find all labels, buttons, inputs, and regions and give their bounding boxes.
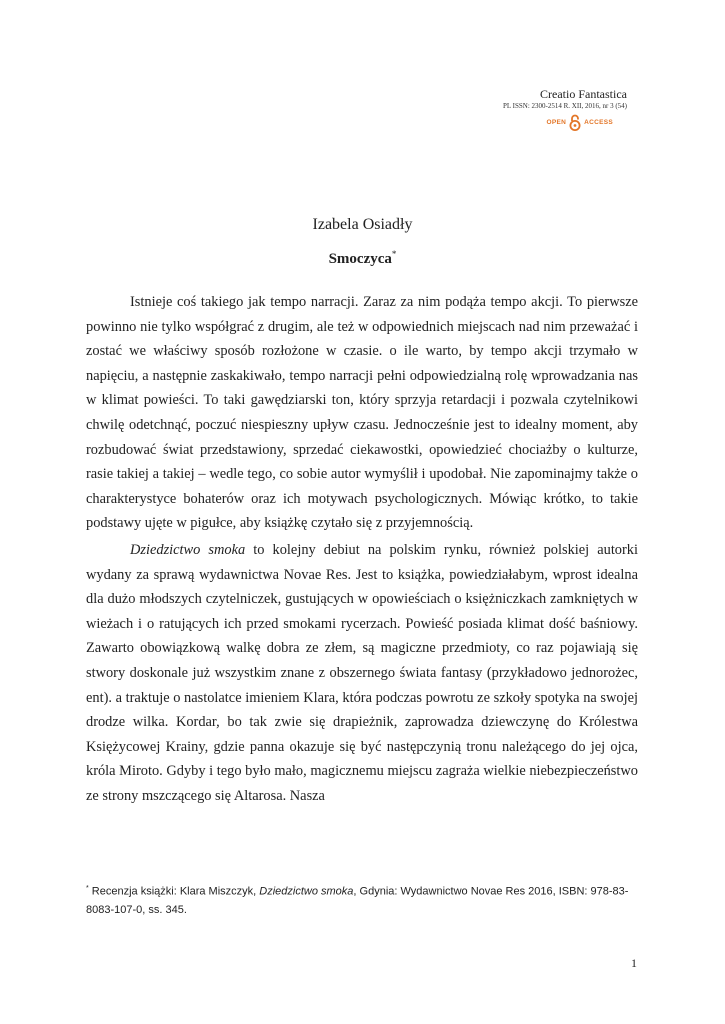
text-run: to kolejny debiut na polskim rynku, również polskiej autorki wydany za sprawą wydawnictwa Novae Res. Jest to książka, powiedziałabym, wprost idealna dla dużo młodszych czytelniczek, gustujących w opowieściach o księżniczkach zamkniętych w wieżach i o ratujących ich przed smokami rycerzach. Powieść posiada klimat dość baśniowy. Zawarto obowiązkową walkę dobra ze złem, są magiczne przedmioty, co raz pojawiają się stwory doskonale już wszystkim znane z obszernego świata fantasy (przykładowo jednorożec, ent). a traktuje o nastolatce imieniem Klara, która podczas powrotu ze szkoły spotyka na swojej drodze wilka. Kordar, bo tak zwie się drapieżnik, zaprowadza dziewczynę do Królestwa Księżycowej Krainy, gdzie panna okazuje się być następczynią tronu należącego do jej ojca, króla Miroto. Gdyby i tego było mało, magicznemu miejscu zagraża wielkie niebezpieczeństwo ze strony mszczącego się Altarosa. Nasza [86,541,638,804]
footnote-text: , Gdynia: Wydawnictwo Novae Res 2016, ISBN: 978-83-8083-107-0, ss. 345. [86,885,629,916]
footnote [86,880,638,919]
article-title [0,244,725,269]
paragraph [86,538,638,809]
journal-title: Creatio Fantastica [540,87,627,101]
article-author: Izabela Osiadły [312,216,413,233]
article-title-text: Smoczyca [328,251,392,267]
open-access-access-label: ACCESS [584,119,613,126]
footnote-italic-text: Dziedzictwo smoka [259,885,354,898]
page-number: 1 [631,956,637,970]
open-access-lock-icon [569,114,581,131]
footnote-mark: * [86,885,89,892]
paragraph [86,290,638,536]
journal-header [503,87,627,131]
issn-line: PL ISSN: 2300-2514 R. XII, 2016, nr 3 (54) [503,102,627,110]
text-run: Istnieje coś takiego jak tempo narracji. Zaraz za nim podąża tempo akcji. To pierwsze powinno nie tylko współgrać z drugim, ale też w odpowiednich miejscach nad nim przeważać i zostać we właściwy sposób rozłożone w czasie. o ile warto, by tempo akcji trzymało w napięciu, a następnie zaskakiwało, tempo narracji pełni odpowiedzialną rolę wprowadzania nas w klimat powieści. To taki gawędziarski ton, który sprzyja retardacji i pozwala czytelnikowi chwilę odetchnąć, poczuć niespieszny upływ czasu. Jednocześnie jest to idealny moment, aby rozbudować świat przedstawiony, sprzedać ciekawostki, opowiedzieć chociażby o kulturze, rasie takiej a takiej – wedle tego, co sobie autor wymyślił i upodobał. Nie zapominajmy także o charakterystyce bohaterów oraz ich motywach psychologicznych. Mówiąc krótko, to takie podstawy ujęte w pigułce, aby książkę czytało się z przyjemnością. [86,294,638,532]
open-access-logo [503,114,613,131]
footnote-reference-mark: * [391,249,397,259]
open-access-open-label: OPEN [546,119,567,126]
article-body [86,290,638,808]
footnote-text: Recenzja książki: Klara Miszczyk, [88,885,260,898]
italic-text: Dziedzictwo smoka [130,541,246,558]
